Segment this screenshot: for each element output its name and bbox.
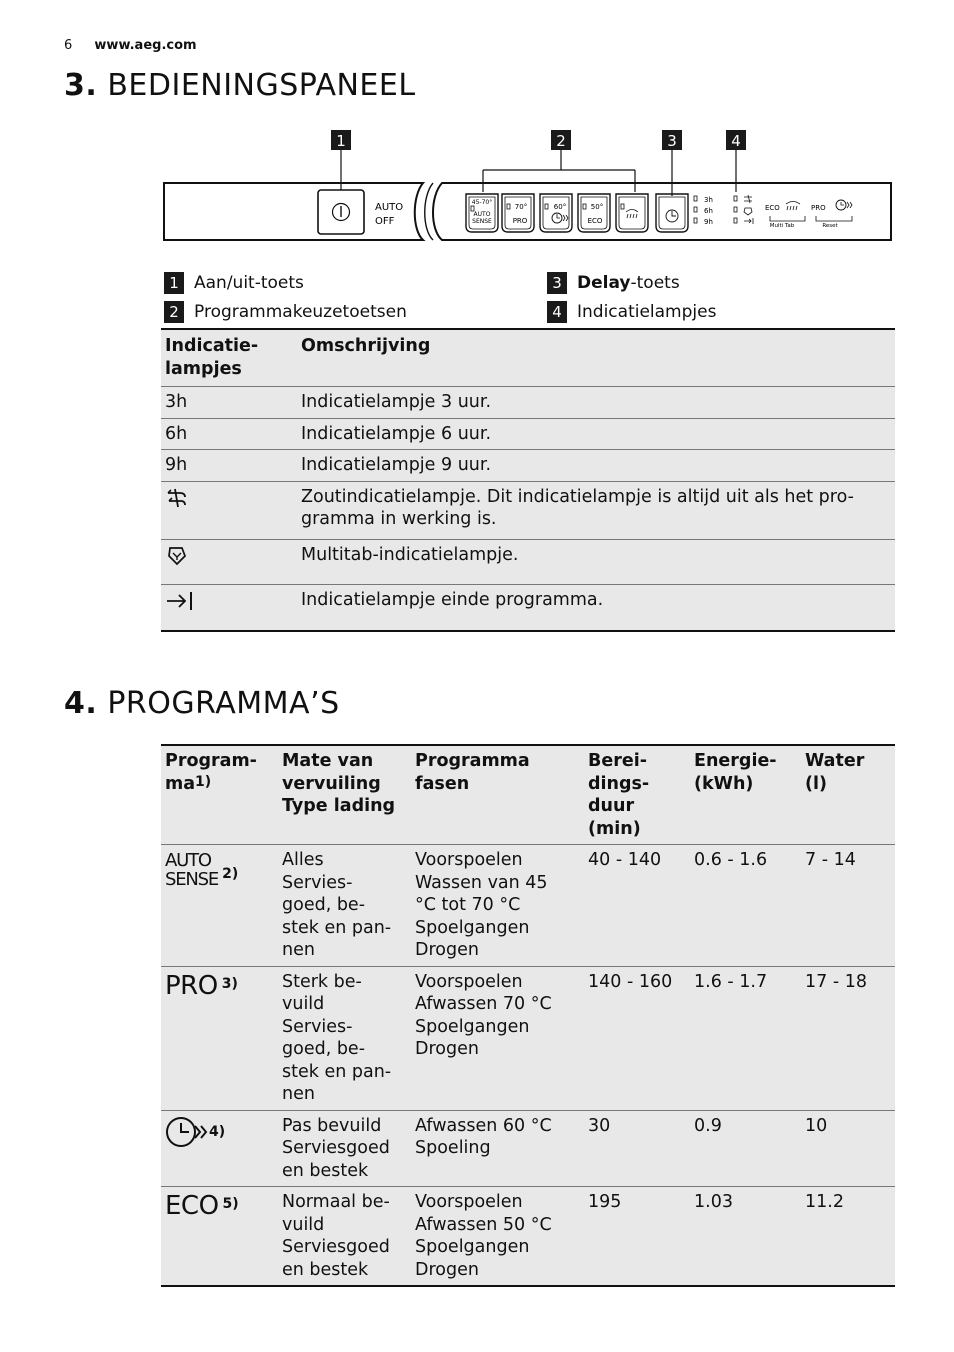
duration-cell: 195	[588, 1192, 622, 1212]
svg-text:45-70°: 45-70°	[471, 199, 493, 206]
program-row	[161, 1110, 895, 1187]
page-number: 6	[64, 38, 73, 53]
legend-left	[164, 268, 407, 326]
program-symbol-cell	[161, 966, 278, 1110]
phases-cell: Voorspoelen Afwassen 50 °C Spoelgangen Drogen	[415, 1192, 552, 1280]
phases-cell: Voorspoelen Afwassen 70 °C Spoelgangen Drogen	[415, 971, 552, 1059]
legend-text: Aan/uit-toets	[194, 272, 304, 293]
program-symbol-cell	[161, 1110, 278, 1187]
lamp-cell	[161, 585, 297, 631]
svg-text:50°: 50°	[590, 203, 604, 211]
lamp-cell: 3h	[165, 392, 188, 412]
legend-item	[164, 297, 407, 326]
soil-cell: Pas bevuild Serviesgoed en bestek	[282, 1115, 390, 1181]
legend-right	[547, 268, 716, 326]
phases-cell: Voorspoelen Wassen van 45 °C tot 70 °C Spoelgangen Drogen	[415, 850, 548, 960]
svg-text:6h: 6h	[704, 207, 713, 215]
desc-cell: Zoutindicatielampje. Dit indicatielampje is altijd uit als het pro- gramma in werking is.	[301, 486, 854, 529]
duration-cell: 30	[588, 1115, 611, 1136]
svg-text:9h: 9h	[704, 218, 713, 226]
water-cell: 11.2	[805, 1192, 844, 1212]
section-title-programs	[64, 686, 340, 721]
energy-cell: 1.03	[694, 1192, 733, 1212]
pro-symbol: PRO	[165, 970, 218, 1001]
svg-text:PRO: PRO	[811, 204, 826, 212]
table-header: Indicatie- lampjes	[165, 336, 259, 379]
program-table	[161, 744, 895, 1287]
off-label: OFF	[375, 216, 395, 227]
quick-program-icon	[165, 1115, 209, 1149]
program-row	[161, 1187, 895, 1287]
legend-text: -toets	[630, 272, 680, 293]
legend-item	[547, 297, 716, 326]
section-number: 4.	[64, 686, 98, 721]
program-symbol-cell	[161, 845, 278, 967]
end-program-icon	[165, 589, 195, 613]
lamp-cell: 6h	[165, 423, 188, 444]
phases-cell: Afwassen 60 °C Spoeling	[415, 1115, 552, 1158]
legend-number: 1	[164, 272, 184, 294]
svg-text:3: 3	[667, 132, 677, 150]
footnote-ref: 3)	[221, 975, 238, 992]
desc-cell: Indicatielampje 9 uur.	[301, 455, 492, 475]
salt-indicator-icon	[165, 486, 189, 510]
desc-cell: Indicatielampje 6 uur.	[301, 423, 492, 444]
program-symbol-cell	[161, 1187, 278, 1287]
legend-number: 3	[547, 272, 567, 294]
footnote-ref: 5)	[222, 1196, 239, 1212]
program-button-eco[interactable]	[578, 194, 610, 232]
table-header: Berei- dings- duur (min)	[588, 751, 650, 839]
svg-text:SENSE: SENSE	[472, 218, 492, 225]
program-button-autosense[interactable]	[466, 194, 498, 232]
footnote-ref: 2)	[222, 866, 239, 882]
table-row	[161, 539, 895, 585]
svg-text:70°: 70°	[514, 203, 528, 211]
soil-cell: Sterk be- vuild Servies- goed, be- stek en pan- nen	[282, 971, 392, 1104]
delay-button[interactable]	[656, 194, 688, 232]
table-header: Omschrijving	[301, 336, 431, 356]
svg-text:AUTO: AUTO	[473, 211, 491, 218]
autosense-symbol: AUTO SENSE	[165, 850, 219, 890]
section-title-control-panel	[64, 68, 416, 103]
lamp-cell: 9h	[165, 455, 188, 475]
duration-cell: 40 - 140	[588, 850, 662, 870]
table-header-row	[161, 329, 895, 387]
multitab-indicator-icon	[165, 544, 189, 568]
header-footnote: 1)	[195, 773, 212, 790]
option-buttons[interactable]	[765, 200, 852, 229]
table-header: Water (l)	[805, 751, 865, 794]
energy-cell: 0.6 - 1.6	[694, 850, 768, 870]
delay-indicator-lamps	[694, 196, 713, 226]
page-header	[64, 38, 197, 53]
desc-cell: Multitab-indicatielampje.	[301, 544, 519, 565]
svg-text:ECO: ECO	[765, 204, 780, 212]
power-button[interactable]	[318, 190, 364, 234]
table-header: Energie- (kWh)	[694, 751, 777, 794]
table-header-row	[161, 745, 895, 845]
program-button-rinse[interactable]	[616, 194, 648, 232]
svg-text:4: 4	[731, 132, 741, 150]
eco-symbol: ECO	[165, 1191, 219, 1221]
section-title-text: PROGRAMMA’S	[107, 686, 340, 721]
program-row	[161, 966, 895, 1110]
program-button-quick[interactable]	[540, 194, 572, 232]
desc-cell: Indicatielampje 3 uur.	[301, 392, 492, 412]
program-button-pro[interactable]	[502, 194, 534, 232]
soil-cell: Normaal be- vuild Serviesgoed en bestek	[282, 1192, 390, 1280]
svg-text:Reset: Reset	[822, 223, 838, 229]
section-number: 3.	[64, 68, 98, 103]
legend-number: 4	[547, 301, 567, 323]
svg-text:60°: 60°	[553, 203, 567, 211]
table-header: Program- $ma^{1)}$	[165, 751, 257, 794]
lamp-cell	[161, 481, 297, 539]
legend-item	[547, 268, 716, 297]
table-row	[161, 418, 895, 450]
water-cell: 10	[805, 1115, 828, 1136]
program-row	[161, 845, 895, 967]
control-panel-diagram	[160, 126, 895, 246]
soil-cell: Alles Servies- goed, be- stek en pan- nen	[282, 850, 392, 960]
duration-cell: 140 - 160	[588, 971, 673, 992]
energy-cell: 0.9	[694, 1115, 722, 1136]
svg-text:2: 2	[556, 132, 566, 150]
legend-text: Indicatielampjes	[577, 301, 717, 322]
legend-text-bold: Delay	[577, 272, 631, 293]
legend-item	[164, 268, 407, 297]
callout-3	[662, 130, 682, 196]
svg-text:1: 1	[336, 132, 346, 150]
water-cell: 17 - 18	[805, 971, 867, 992]
svg-text:3h: 3h	[704, 196, 713, 204]
status-indicator-lamps	[734, 195, 753, 224]
water-cell: 7 - 14	[805, 850, 856, 870]
table-row	[161, 387, 895, 419]
indicator-table	[161, 328, 895, 632]
legend-number: 2	[164, 301, 184, 323]
footnote-ref: 4)	[209, 1123, 226, 1140]
svg-text:PRO: PRO	[512, 217, 528, 225]
lamp-cell	[161, 539, 297, 585]
header-url[interactable]: www.aeg.com	[94, 38, 197, 53]
desc-cell: Indicatielampje einde programma.	[301, 590, 604, 610]
table-row	[161, 481, 895, 539]
auto-label: AUTO	[375, 202, 404, 213]
table-row	[161, 450, 895, 482]
svg-text:Multi Tab: Multi Tab	[769, 223, 795, 229]
energy-cell: 1.6 - 1.7	[694, 971, 768, 992]
svg-text:ECO: ECO	[587, 217, 603, 225]
table-row	[161, 585, 895, 631]
table-header: Programma fasen	[415, 751, 530, 794]
section-title-text: BEDIENINGSPANEEL	[107, 68, 416, 103]
table-header: Mate van vervuiling Type lading	[282, 751, 396, 816]
legend-text: Programmakeuzetoetsen	[194, 301, 407, 322]
